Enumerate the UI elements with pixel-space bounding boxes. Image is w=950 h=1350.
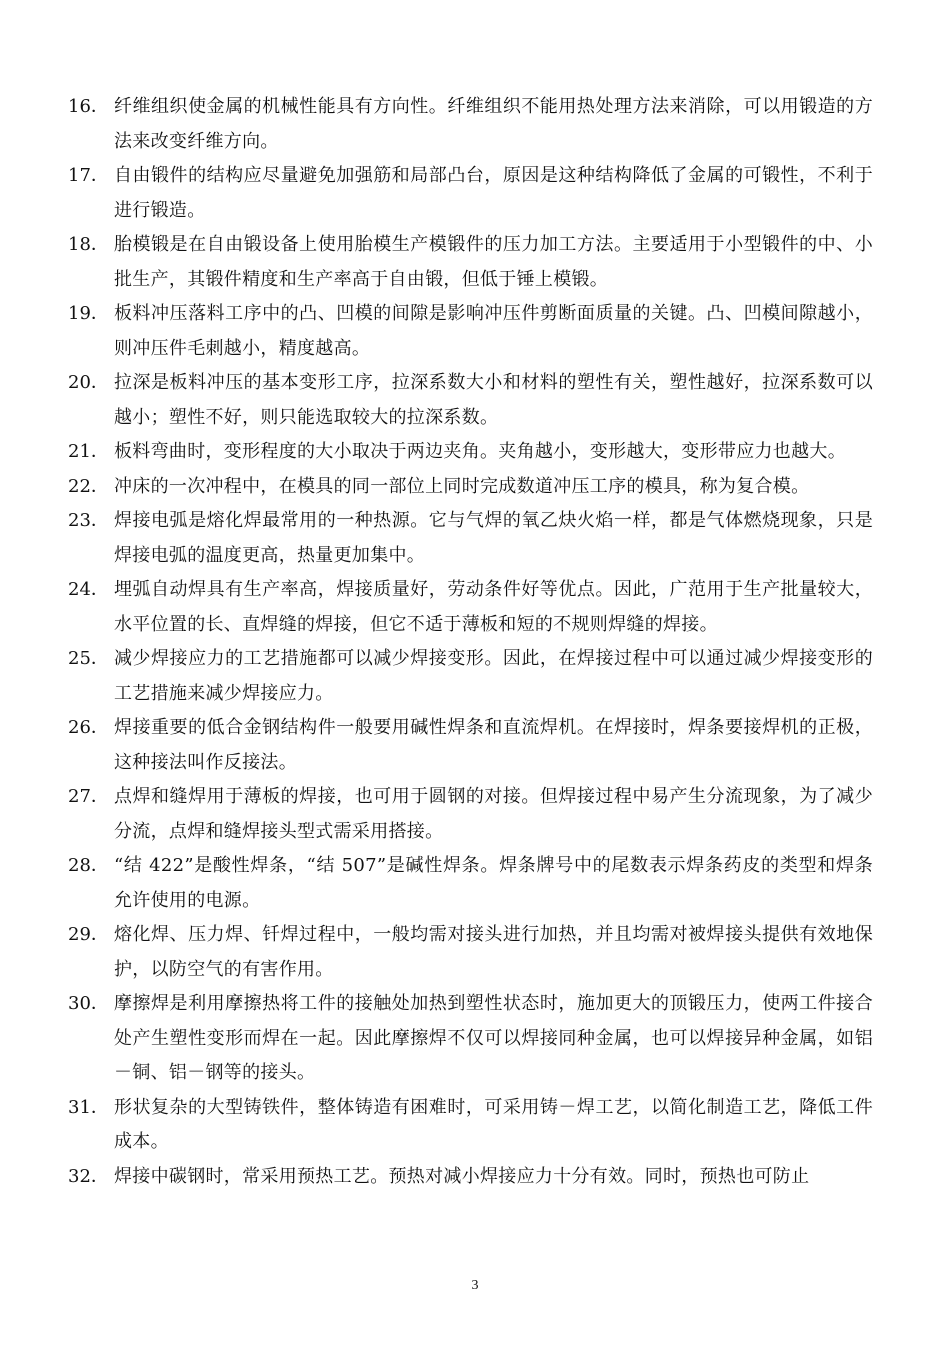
item-text: 点焊和缝焊用于薄板的焊接，也可用于圆钢的对接。但焊接过程中易产生分流现象，为了减少分流，点焊和缝焊接头型式需采用搭接。 <box>114 786 873 842</box>
item-number: 30． <box>68 993 109 1014</box>
item-text: 减少焊接应力的工艺措施都可以减少焊接变形。因此，在焊接过程中可以通过减少焊接变形的工艺措施来减少焊接应力。 <box>114 648 873 704</box>
question-list <box>68 90 873 1194</box>
list-item <box>68 918 873 987</box>
list-item <box>68 987 873 1091</box>
list-item <box>68 642 873 711</box>
item-number: 20． <box>68 372 109 393</box>
page-number: 3 <box>471 1278 479 1293</box>
item-text: 形状复杂的大型铸铁件，整体铸造有困难时，可采用铸－焊工艺，以简化制造工艺，降低工件成本。 <box>114 1096 873 1152</box>
item-text: 焊接重要的低合金钢结构件一般要用碱性焊条和直流焊机。在焊接时，焊条要接焊机的正极，这种接法叫作反接法。 <box>114 717 873 773</box>
list-item <box>68 504 873 573</box>
item-number: 25． <box>68 648 109 669</box>
item-number: 24． <box>68 579 109 600</box>
item-text: 板料冲压落料工序中的凸、凹模的间隙是影响冲压件剪断面质量的关键。凸、凹模间隙越小，则冲压件毛刺越小，精度越高。 <box>114 303 873 359</box>
item-text: 焊接电弧是熔化焊最常用的一种热源。它与气焊的氧乙炔火焰一样，都是气体燃烧现象，只是焊接电弧的温度更高，热量更加集中。 <box>114 510 873 566</box>
list-item <box>68 573 873 642</box>
list-item <box>68 711 873 780</box>
item-number: 27． <box>68 786 109 807</box>
item-text: 摩擦焊是利用摩擦热将工件的接触处加热到塑性状态时，施加更大的顶锻压力，使两工件接合处产生塑性变形而焊在一起。因此摩擦焊不仅可以焊接同种金属，也可以焊接异种金属，如铝－铜、铝－钢等的接头。 <box>114 993 873 1083</box>
item-number: 16． <box>68 96 109 117</box>
item-number: 17． <box>68 165 109 186</box>
item-text: 自由锻件的结构应尽量避免加强筋和局部凸台，原因是这种结构降低了金属的可锻性，不利于进行锻造。 <box>114 165 873 221</box>
item-number: 18． <box>68 234 109 255</box>
item-text: 纤维组织使金属的机械性能具有方向性。纤维组织不能用热处理方法来消除，可以用锻造的方法来改变纤维方向。 <box>114 96 873 152</box>
list-item <box>68 470 873 505</box>
list-item <box>68 159 873 228</box>
item-text: 冲床的一次冲程中，在模具的同一部位上同时完成数道冲压工序的模具，称为复合模。 <box>114 475 810 497</box>
item-number: 26． <box>68 717 109 738</box>
list-item <box>68 297 873 366</box>
item-text: 胎模锻是在自由锻设备上使用胎模生产模锻件的压力加工方法。主要适用于小型锻件的中、小批生产，其锻件精度和生产率高于自由锻，但低于锤上模锻。 <box>114 234 873 290</box>
item-number: 19． <box>68 303 109 324</box>
list-item <box>68 435 873 470</box>
list-item <box>68 849 873 918</box>
item-number: 29． <box>68 924 109 945</box>
list-item <box>68 1091 873 1160</box>
item-text: 熔化焊、压力焊、钎焊过程中，一般均需对接头进行加热，并且均需对被焊接头提供有效地保护，以防空气的有害作用。 <box>114 924 873 980</box>
list-item <box>68 90 873 159</box>
item-number: 23． <box>68 510 109 531</box>
item-number: 21． <box>68 441 109 462</box>
item-text: “结 422”是酸性焊条，“结 507”是碱性焊条。焊条牌号中的尾数表示焊条药皮的类型和焊条允许使用的电源。 <box>114 855 873 911</box>
list-item <box>68 228 873 297</box>
item-text: 板料弯曲时，变形程度的大小取决于两边夹角。夹角越小，变形越大，变形带应力也越大。 <box>114 441 846 462</box>
item-text: 焊接中碳钢时，常采用预热工艺。预热对减小焊接应力十分有效。同时，预热也可防止 <box>114 1165 810 1187</box>
item-text: 拉深是板料冲压的基本变形工序，拉深系数大小和材料的塑性有关，塑性越好，拉深系数可以越小；塑性不好，则只能选取较大的拉深系数。 <box>114 372 873 428</box>
item-text: 埋弧自动焊具有生产率高，焊接质量好，劳动条件好等优点。因此，广范用于生产批量较大，水平位置的长、直焊缝的焊接，但它不适于薄板和短的不规则焊缝的焊接。 <box>114 579 873 635</box>
item-number: 32． <box>68 1165 109 1187</box>
list-item <box>68 780 873 849</box>
list-item <box>68 366 873 435</box>
list-item <box>68 1160 873 1195</box>
item-number: 28． <box>68 855 109 876</box>
item-number: 31． <box>68 1096 109 1118</box>
item-number: 22． <box>68 475 109 497</box>
